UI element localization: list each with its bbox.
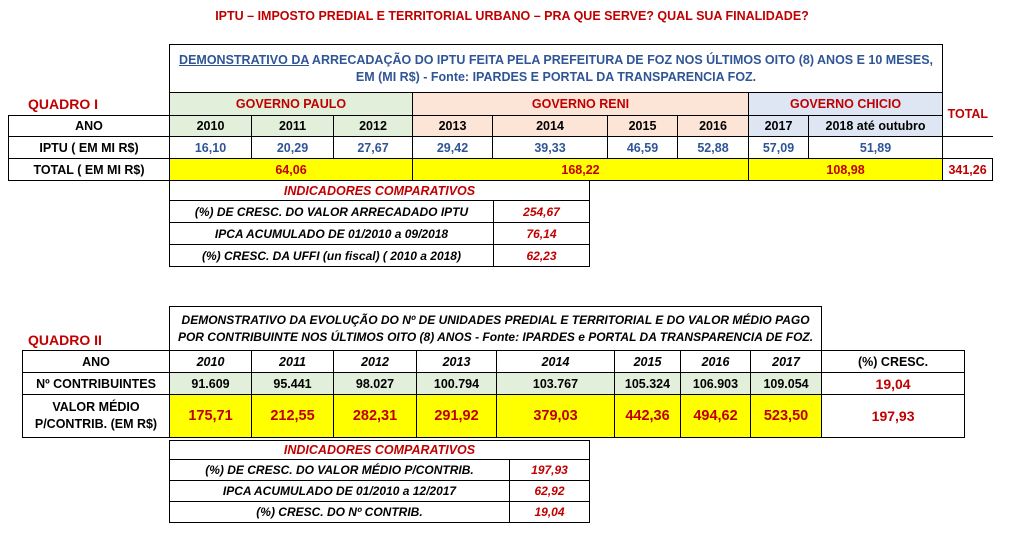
valor-value: 523,50 (751, 395, 822, 438)
contrib-cresc: 19,04 (822, 373, 965, 395)
iptu-row-label: IPTU ( EM MI R$) (9, 137, 170, 159)
quadro-2-table (22, 306, 965, 438)
iptu-value: 52,88 (678, 137, 749, 159)
total-reni: 168,22 (413, 159, 749, 181)
contrib-value: 103.767 (497, 373, 615, 395)
year-cell: 2010 (170, 116, 252, 137)
year-cell: 2011 (252, 116, 334, 137)
valor-value: 212,55 (252, 395, 334, 438)
total-paulo: 64,06 (170, 159, 413, 181)
contrib-value: 109.054 (751, 373, 822, 395)
valor-value: 379,03 (497, 395, 615, 438)
page-title: IPTU – IMPOSTO PREDIAL E TERRITORIAL URBANO – PRA QUE SERVE? QUAL SUA FINALIDADE? (215, 9, 809, 23)
year-cell: 2017 (749, 116, 809, 137)
contrib-value: 100.794 (417, 373, 497, 395)
quadro-2-indicadores (169, 440, 590, 523)
contrib-value: 91.609 (170, 373, 252, 395)
iptu-value: 51,89 (809, 137, 943, 159)
indicadores-title: INDICADORES COMPARATIVOS (170, 181, 590, 201)
valor-cresc: 197,93 (822, 395, 965, 438)
year-cell: 2015 (615, 351, 681, 373)
contrib-row-label: Nº CONTRIBUINTES (23, 373, 170, 395)
iptu-value: 39,33 (493, 137, 608, 159)
year-cell: 2012 (334, 351, 417, 373)
quadro-1-table (8, 44, 993, 181)
contrib-value: 98.027 (334, 373, 417, 395)
indicador-value: 254,67 (494, 201, 590, 223)
indicadores-title: INDICADORES COMPARATIVOS (170, 441, 590, 460)
valor-value: 494,62 (681, 395, 751, 438)
valor-value: 282,31 (334, 395, 417, 438)
indicador-label: IPCA ACUMULADO DE 01/2010 a 09/2018 (170, 223, 494, 245)
indicador-label: IPCA ACUMULADO DE 01/2010 a 12/2017 (170, 481, 510, 502)
valor-value: 442,36 (615, 395, 681, 438)
total-chicio: 108,98 (749, 159, 943, 181)
year-cell: 2015 (608, 116, 678, 137)
iptu-value: 27,67 (334, 137, 413, 159)
year-cell: 2014 (497, 351, 615, 373)
year-cell: 2013 (413, 116, 493, 137)
indicador-label: (%) DE CRESC. DO VALOR ARRECADADO IPTU (170, 201, 494, 223)
quadro-1-header: DEMONSTRATIVO DA ARRECADAÇÃO DO IPTU FEITA PELA PREFEITURA DE FOZ NOS ÚLTIMOS OITO (8) ANOS E 10 MESES, EM (MI R$) - Fonte: IPARDES E PORTAL DA TRANSPARENCIA FOZ. (170, 45, 943, 93)
indicador-value: 62,92 (510, 481, 590, 502)
year-cell: 2014 (493, 116, 608, 137)
governo-chicio: GOVERNO CHICIO (749, 93, 943, 116)
grand-total: 341,26 (943, 159, 993, 181)
indicador-label: (%) CRESC. DA UFFI (un fiscal) ( 2010 a 2018) (170, 245, 494, 267)
indicador-value: 19,04 (510, 502, 590, 523)
year-cell: 2017 (751, 351, 822, 373)
iptu-value: 16,10 (170, 137, 252, 159)
governo-reni: GOVERNO RENI (413, 93, 749, 116)
contrib-value: 105.324 (615, 373, 681, 395)
iptu-value: 57,09 (749, 137, 809, 159)
ano-label: ANO (23, 351, 170, 373)
quadro-1-indicadores (169, 180, 590, 267)
year-cell: 2011 (252, 351, 334, 373)
quadro-1-label: QUADRO I (28, 96, 98, 112)
year-cell: 2016 (678, 116, 749, 137)
total-row-label: TOTAL ( EM MI R$) (9, 159, 170, 181)
cresc-header: (%) CRESC. (822, 351, 965, 373)
year-cell: 2012 (334, 116, 413, 137)
quadro-2-label: QUADRO II (28, 332, 102, 348)
year-cell: 2016 (681, 351, 751, 373)
quadro-2-header: DEMONSTRATIVO DA EVOLUÇÃO DO Nº DE UNIDADES PREDIAL E TERRITORIAL E DO VALOR MÉDIO PAGO POR CONTRIBUINTE NOS ÚLTIMOS OITO (8) ANOS - Fonte: IPARDES e PORTAL DA TRANSPARENCIA DE FOZ. (170, 307, 822, 351)
year-cell: 2010 (170, 351, 252, 373)
indicador-value: 62,23 (494, 245, 590, 267)
year-cell: 2013 (417, 351, 497, 373)
iptu-value: 29,42 (413, 137, 493, 159)
iptu-value: 20,29 (252, 137, 334, 159)
ano-label: ANO (9, 116, 170, 137)
indicador-label: (%) DE CRESC. DO VALOR MÉDIO P/CONTRIB. (170, 460, 510, 481)
valor-value: 291,92 (417, 395, 497, 438)
governo-paulo: GOVERNO PAULO (170, 93, 413, 116)
total-header: TOTAL (943, 93, 993, 137)
indicador-label: (%) CRESC. DO Nº CONTRIB. (170, 502, 510, 523)
valor-row-label: VALOR MÉDIO P/CONTRIB. (EM R$) (23, 395, 170, 438)
year-cell: 2018 até outubro (809, 116, 943, 137)
iptu-value: 46,59 (608, 137, 678, 159)
indicador-value: 197,93 (510, 460, 590, 481)
valor-value: 175,71 (170, 395, 252, 438)
contrib-value: 95.441 (252, 373, 334, 395)
indicador-value: 76,14 (494, 223, 590, 245)
contrib-value: 106.903 (681, 373, 751, 395)
